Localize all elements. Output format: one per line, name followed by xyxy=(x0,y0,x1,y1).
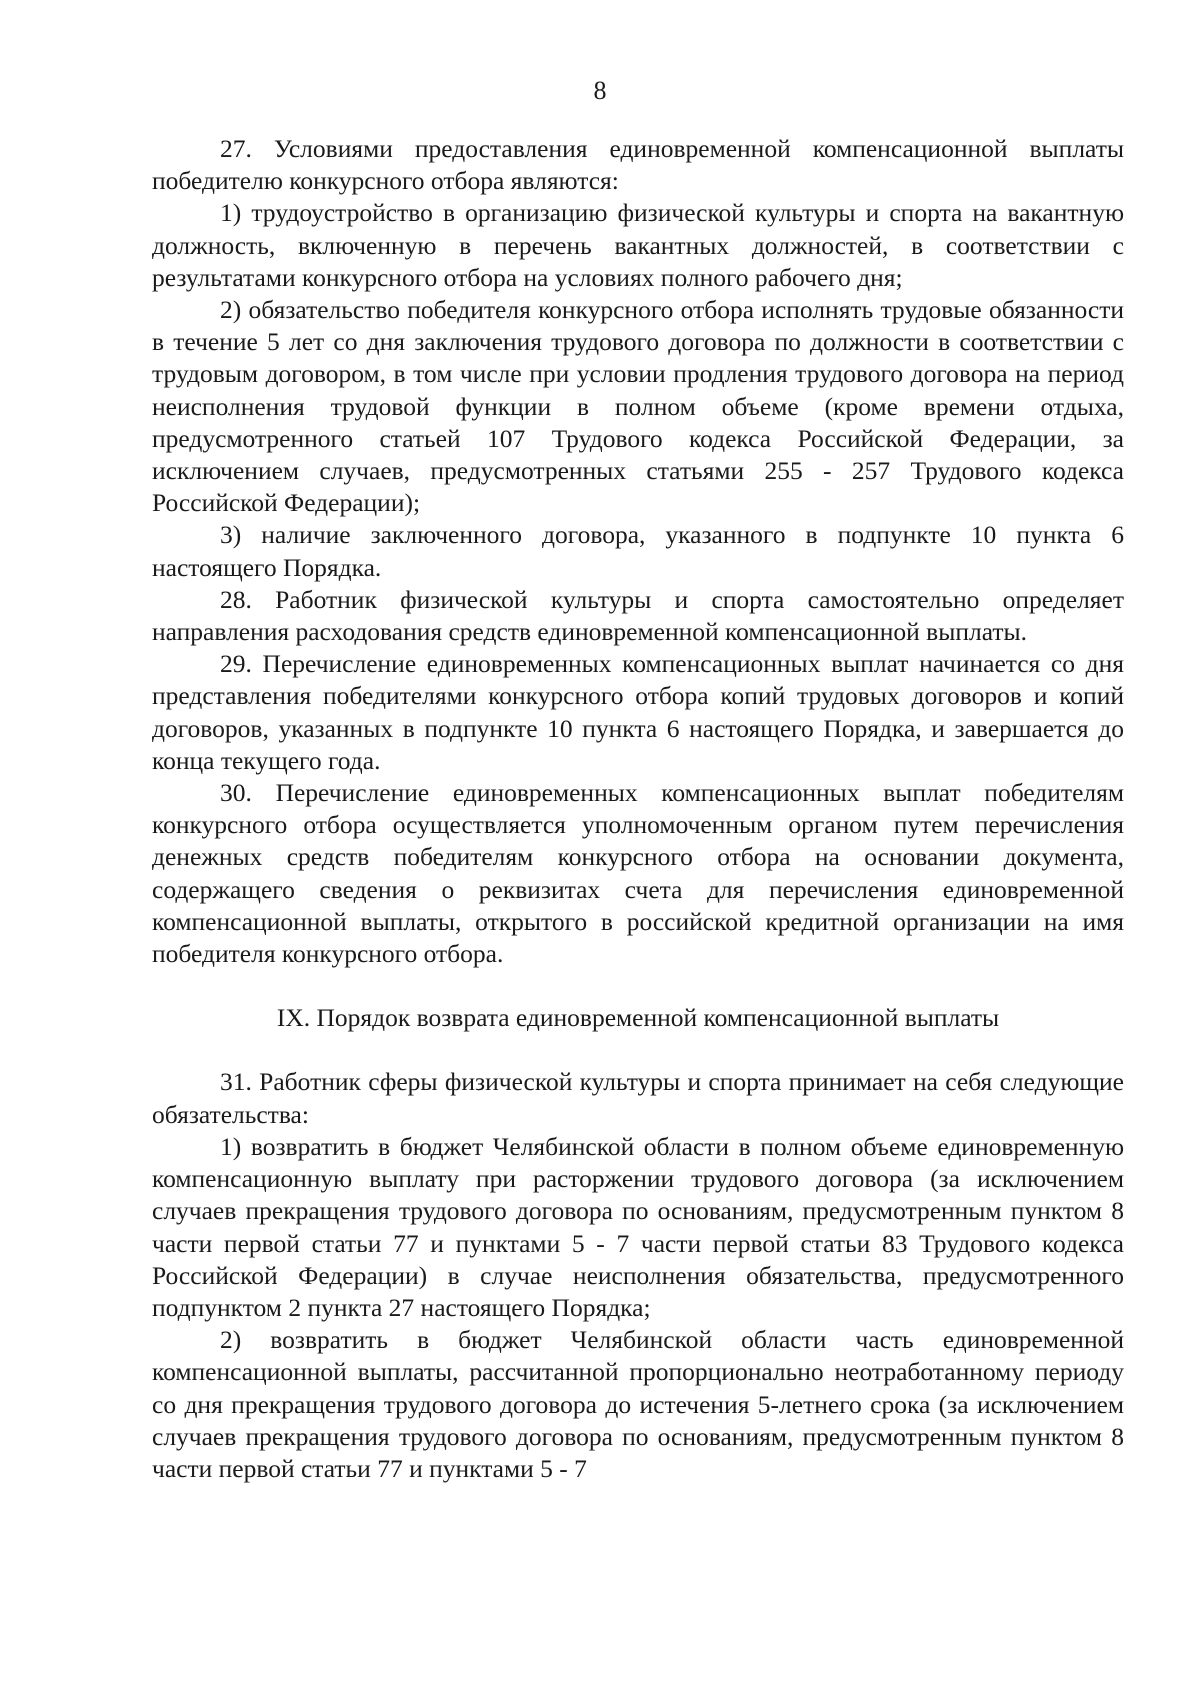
paragraph-29: 29. Перечисление единовременных компенсационных выплат начинается со дня представления победителями конкурсного отбора копий трудовых договоров и копий договоров, указанных в подпункте 10 пункта 6 настоящего Порядка, и завершается до конца текущего года. xyxy=(152,649,1124,775)
section-heading: IX. Порядок возврата единовременной компенсационной выплаты xyxy=(276,1003,1000,1033)
paragraph-31-item-2: 2) возвратить в бюджет Челябинской области часть единовременной компенсационной выплаты, рассчитанной пропорционально неотработанному периоду со дня прекращения трудового договора до истечения 5-летнего срока (за исключением случаев прекращения трудового договора по основаниям, предусмотренным пунктом 8 части первой статьи 77 и пунктами 5 - 7 xyxy=(152,1325,1124,1483)
paragraph-27-item-3: 3) наличие заключенного договора, указанного в подпункте 10 пункта 6 настоящего Порядка. xyxy=(152,520,1124,582)
page-number: 8 xyxy=(593,76,607,105)
paragraph-31: 31. Работник сферы физической культуры и спорта принимает на себя следующие обязательства: xyxy=(152,1067,1124,1129)
paragraph-28: 28. Работник физической культуры и спорта самостоятельно определяет направления расходования средств единовременной компенсационной выплаты. xyxy=(152,584,1124,647)
paragraph-27-item-2: 2) обязательство победителя конкурсного отбора исполнять трудовые обязанности в течение 5 лет со дня заключения трудового договора по должности в соответствии с трудовым договором, в том числе при условии продления трудового договора на период неисполнения трудовой функции в полном объеме (кроме времени отдыха, предусмотренного статьей 107 Трудового кодекса Российской Федерации, за исключением случаев, предусмотренных статьями 255 - 257 Трудового кодекса Российской Федерации); xyxy=(152,295,1124,518)
paragraph-27-item-1: 1) трудоустройство в организацию физической культуры и спорта на вакантную должность, включенную в перечень вакантных должностей, в соответствии с результатами конкурсного отбора на условиях полного рабочего дня; xyxy=(152,198,1124,292)
paragraph-27: 27. Условиями предоставления единовременной компенсационной выплаты победителю конкурсного отбора являются: xyxy=(152,134,1124,196)
paragraph-31-item-1: 1) возвратить в бюджет Челябинской области в полном объеме единовременную компенсационную выплату при расторжении трудового договора (за исключением случаев прекращения трудового договора по основаниям, предусмотренным пунктом 8 части первой статьи 77 и пунктами 5 - 7 части первой статьи 83 Трудового кодекса Российской Федерации) в случае неисполнения обязательства, предусмотренного подпунктом 2 пункта 27 настоящего Порядка; xyxy=(152,1131,1124,1322)
document-body xyxy=(152,133,1124,1485)
paragraph-30: 30. Перечисление единовременных компенсационных выплат победителям конкурсного отбора осуществляется уполномоченным органом путем перечисления денежных средств победителям конкурсного отбора на основании документа, содержащего сведения о реквизитах счета для перечисления единовременной компенсационной выплаты, открытого в российской кредитной организации на имя победителя конкурсного отбора. xyxy=(152,778,1124,969)
